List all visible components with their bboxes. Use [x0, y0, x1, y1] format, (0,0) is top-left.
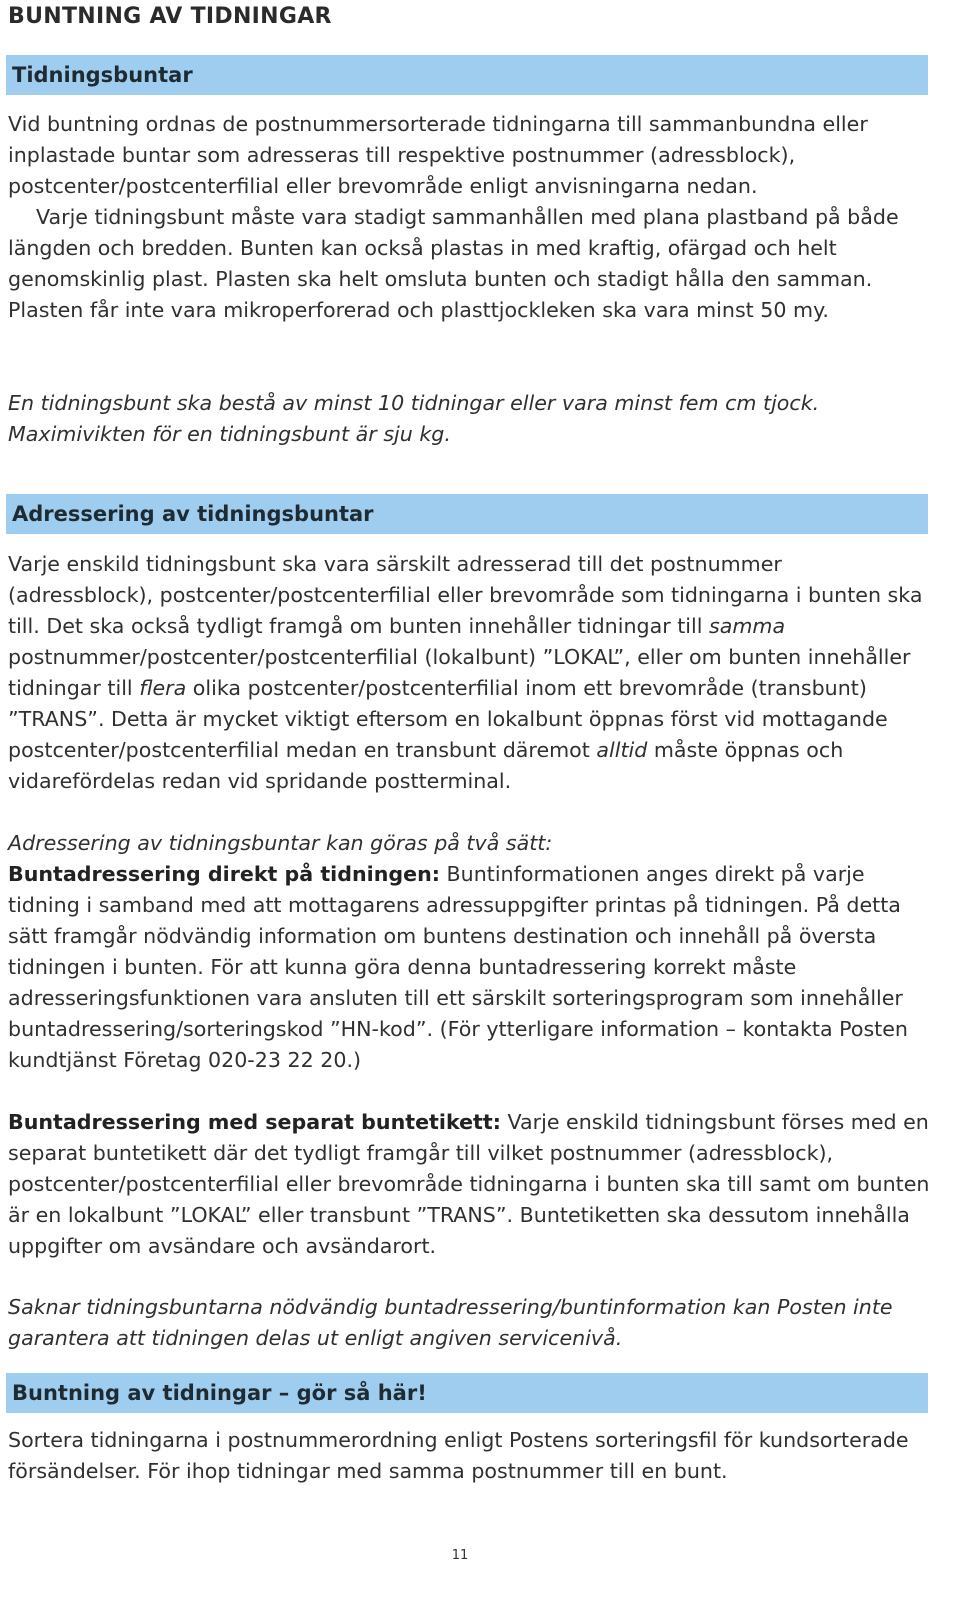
paragraph [8, 202, 933, 326]
paragraph-text: Buntinformationen anges direkt på varje tidning i samband med att mottagarens adressuppgifter printas på tidningen. På detta sätt framgår nödvändig information om buntens destination och innehåll på översta tidningen i bunten. För att kunna göra denna buntadressering korrekt måste adresseringsfunktionen vara ansluten till ett särskilt sorteringsprogram som innehåller buntadressering/sorteringskod ”HN-kod”. (För ytterligare information – kontakta Posten kundtjänst Företag 020-23 22 20.) [8, 862, 908, 1072]
paragraph-lead-bold: Buntadressering med separat buntetikett: [8, 1110, 501, 1134]
emphasis-text: flera [139, 676, 187, 700]
paragraph-text: Varje enskild tidningsbunt ska vara särskilt adresserad till det postnummer (adressblock), postcenter/postcenterfilial eller brevområde som tidningarna i bunten ska till. Det ska också tydligt framgå om bunten innehåller tidningar till [8, 552, 923, 638]
page-title: BUNTNING AV TIDNINGAR [8, 4, 332, 29]
paragraph-text: olika postcenter/postcenterfilial inom ett brevområde (transbunt) ”TRANS”. Detta är mycket viktigt eftersom en lokalbunt öppnas först vid mottagande postcenter/postcenterfilial medan en transbunt däremot [8, 676, 888, 762]
paragraph-text: postnummer/postcenter/postcenterfilial (lokalbunt) ”LOKAL”, eller om bunten innehåller tidningar till [8, 645, 911, 700]
paragraph-italic [8, 388, 933, 450]
paragraph [8, 828, 933, 1076]
paragraph-text: Saknar tidningsbuntarna nödvändig buntadressering/buntinformation kan Posten inte garantera att tidningen delas ut enligt angiven servicenivå. [8, 1295, 893, 1350]
emphasis-text: samma [709, 614, 786, 638]
paragraph-text: Sortera tidningarna i postnummerordning enligt Postens sorteringsfil för kundsorterade försändelser. För ihop tidningar med samma postnummer till en bunt. [8, 1428, 909, 1483]
section-heading-tidningsbuntar: Tidningsbuntar [6, 55, 928, 95]
page-number: 11 [451, 1548, 469, 1563]
paragraph-text: Varje tidningsbunt måste vara stadigt sammanhållen med plana plastband på både längden och bredden. Bunten kan också plastas in med kraftig, ofärgad och helt genomskinlig plast. Plasten ska helt omsluta bunten och stadigt hålla den samman. Plasten får inte vara mikroperforerad och plasttjockleken ska vara minst 50 my. [8, 205, 899, 322]
paragraph [8, 109, 933, 202]
paragraph [8, 549, 933, 797]
paragraph-text: Varje enskild tidningsbunt förses med en separat buntetikett där det tydligt framgår till vilket postnummer (adressblock), postcenter/postcenterfilial eller brevområde tidningarna i bunten ska till samt om bunten är en lokalbunt ”LOKAL” eller transbunt ”TRANS”. Buntetiketten ska dessutom innehålla uppgifter om avsändare och avsändarort. [8, 1110, 930, 1258]
paragraph-lead-bold: Buntadressering direkt på tidningen: [8, 862, 440, 886]
paragraph-intro-italic: Adressering av tidningsbuntar kan göras på två sätt: [8, 831, 553, 855]
emphasis-text: alltid [596, 738, 648, 762]
section-heading-gor-sa-har: Buntning av tidningar – gör så här! [6, 1373, 928, 1413]
paragraph [8, 1107, 933, 1262]
paragraph-italic [8, 1292, 933, 1354]
section-heading-adressering: Adressering av tidningsbuntar [6, 494, 928, 534]
paragraph [8, 1425, 933, 1487]
paragraph-text: Vid buntning ordnas de postnummersorterade tidningarna till sammanbundna eller inplastade buntar som adresseras till respektive postnummer (adressblock), postcenter/postcenterfilial eller brevområde enligt anvisningarna nedan. [8, 112, 868, 198]
paragraph-text: En tidningsbunt ska bestå av minst 10 tidningar eller vara minst fem cm tjock. Maximivikten för en tidningsbunt är sju kg. [8, 391, 820, 446]
paragraph-text: måste öppnas och vidarefördelas redan vid spridande postterminal. [8, 738, 844, 793]
